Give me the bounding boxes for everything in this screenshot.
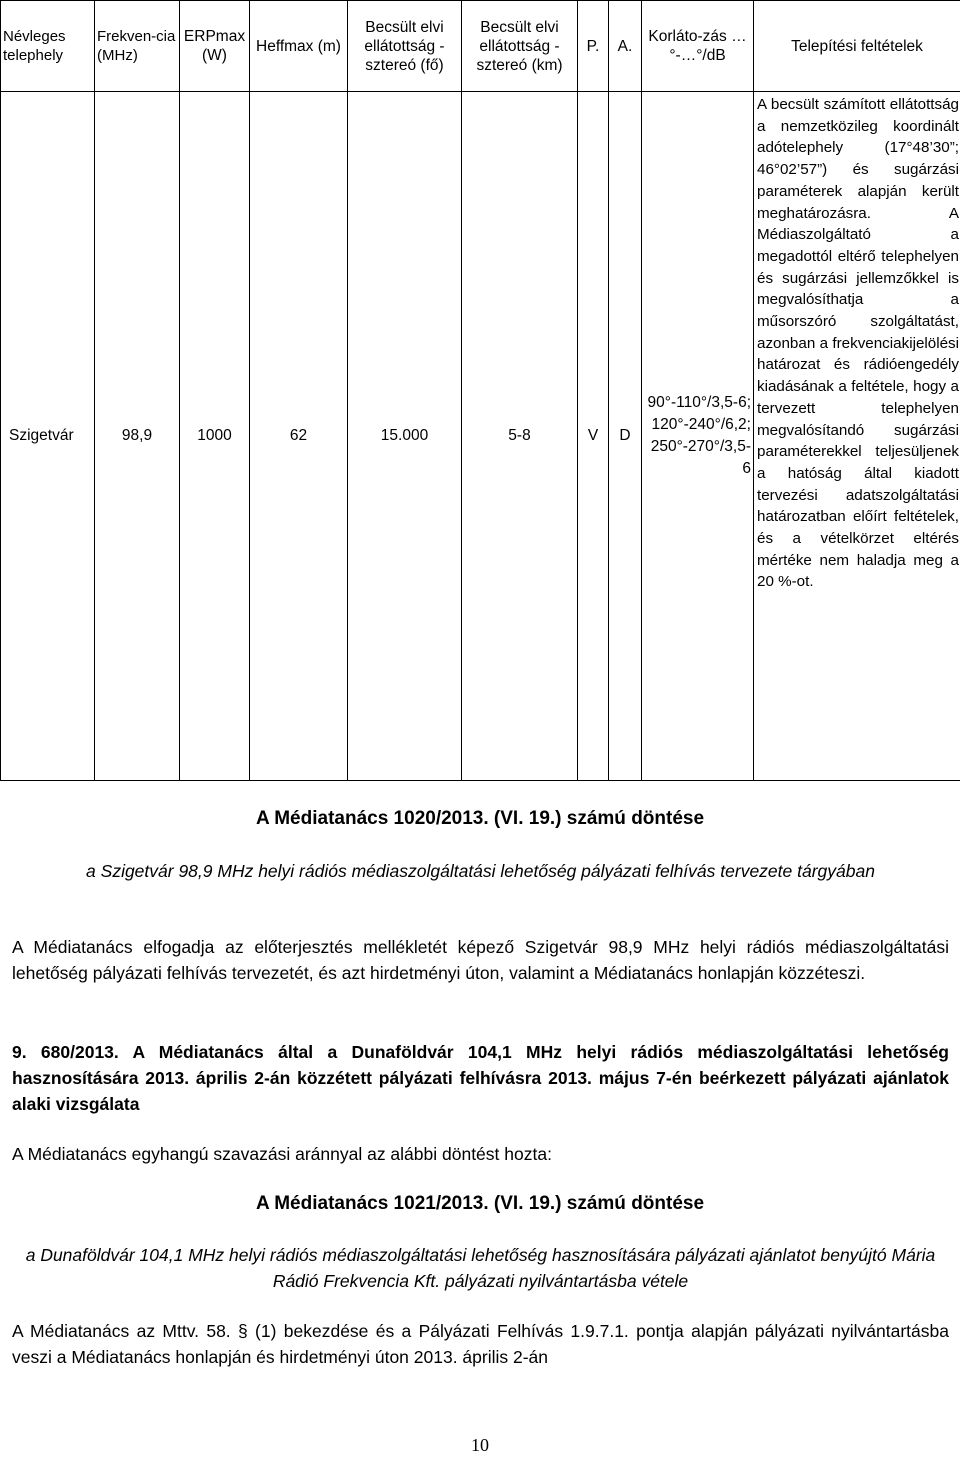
cell-site: Szigetvár [1,92,95,781]
cell-restriction: 90°-110°/3,5-6; 120°-240°/6,2; 250°-270°/3,5-6 [642,92,754,781]
table-row [1,92,960,781]
cell-erp: 1000 [180,92,250,781]
header-conditions: Telepítési feltételek [754,1,960,92]
decision1-title: A Médiatanács 1020/2013. (VI. 19.) számú döntése [255,808,705,829]
decision1-body: A Médiatanács elfogadja az előterjesztés mellékletét képező Szigetvár 98,9 MHz helyi rádiós médiaszolgáltatási lehetőség pályázati felhívás tervezetét, és azt hirdetményi úton, valamint a Médiatanács honlapján közzéteszi. [12,937,949,983]
cell-p: V [578,92,609,781]
header-frequency: Frekven-cia (MHz) [95,1,180,92]
page-number: 10 [471,1435,489,1455]
item9-heading: 9. 680/2013. A Médiatanács által a Dunaföldvár 104,1 MHz helyi rádiós médiaszolgáltatási lehetőség hasznosítására 2013. április 2-án közzétett pályázati felhívásra 2013. május 7-én beérkezett pályázati ajánlatok alaki vizsgálata [12,1042,949,1114]
decision2-subject: a Dunaföldvár 104,1 MHz helyi rádiós médiaszolgáltatási lehetőség hasznosítására pályázati ajánlatot benyújtó Mária Rádió Frekvencia Kft. pályázati nyilvántartásba vétele [25,1245,936,1291]
header-heff: Heffmax (m) [250,1,348,92]
header-erp: ERPmax (W) [180,1,250,92]
cell-coverage-people: 15.000 [348,92,462,781]
header-restriction: Korláto-zás …°-…°/dB [642,1,754,92]
item9-vote: A Médiatanács egyhangú szavazási aránnyal az alábbi döntést hozta: [12,1144,552,1164]
cell-frequency: 98,9 [95,92,180,781]
cell-heff: 62 [250,92,348,781]
header-coverage-km: Becsült elvi ellátottság - sztereó (km) [462,1,578,92]
cell-coverage-km: 5-8 [462,92,578,781]
cell-conditions: A becsült számított ellátottság a nemzetközileg koordinált adótelephely (17°48’30”; 46°02’57”) és sugárzási paraméterek alapján került meghatározásra. A Médiaszolgáltató a megadottól eltérő telephelyen és sugárzási jellemzőkkel is megvalósíthatja a műsorszóró szolgáltatást, azonban a frekvenciakijelölési határozat és rádióengedély kiadásának a feltétele, hogy a tervezett telephelyen megvalósítandó sugárzási paraméterekkel teljesüljenek a hatóság által kiadott tervezési adatszolgáltatási határozatban előírt feltételek, és a vételkörzet eltérés mértéke nem haladja meg a 20 %-ot. [754,92,960,781]
decision2-body: A Médiatanács az Mttv. 58. § (1) bekezdése és a Pályázati Felhívás 1.9.7.1. pontja alapján pályázati nyilvántartásba veszi a Médiatanács honlapján és hirdetményi úton 2013. április 2-án [12,1321,949,1367]
decision2-title: A Médiatanács 1021/2013. (VI. 19.) számú döntése [255,1193,705,1214]
header-a: A. [609,1,642,92]
header-p: P. [578,1,609,92]
header-site: Névleges telephely [1,1,95,92]
decision1-subject: a Szigetvár 98,9 MHz helyi rádiós médiaszolgáltatási lehetőség pályázati felhívás tervezete tárgyában [86,861,875,881]
header-coverage-people: Becsült elvi ellátottság - sztereó (fő) [348,1,462,92]
cell-a: D [609,92,642,781]
table-header-row [1,1,960,92]
